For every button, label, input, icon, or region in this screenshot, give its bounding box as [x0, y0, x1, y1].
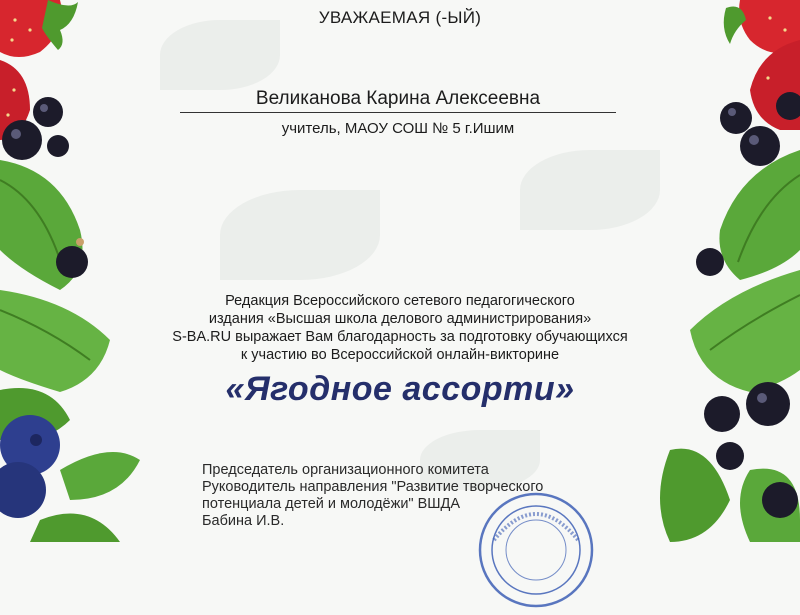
- background-leaf: [220, 190, 380, 280]
- organization-stamp: [476, 490, 596, 610]
- gratitude-text: [100, 292, 700, 364]
- signature-line: Председатель организационного комитета: [202, 462, 489, 478]
- event-title: «Ягодное ассорти»: [225, 370, 575, 408]
- background-leaf: [520, 150, 660, 230]
- right-berries-illustration: [650, 0, 800, 542]
- signatory-name: Бабина И.В.: [202, 513, 285, 529]
- recipient-name: Великанова Карина Алексеевна: [180, 88, 616, 113]
- greeting-heading: УВАЖАЕМАЯ (-ЫЙ): [318, 8, 482, 27]
- stamp-seal: [476, 490, 596, 610]
- background-leaf: [160, 20, 280, 90]
- left-berry-border: [0, 0, 150, 542]
- gratitude-line: S-BA.RU выражает Вам благодарность за подготовку обучающихся: [172, 329, 628, 345]
- signature-line: Руководитель направления "Развитие творческого: [202, 479, 544, 495]
- gratitude-line: к участию во Всероссийской онлайн-викторине: [240, 347, 560, 363]
- recipient-position: учитель, МАОУ СОШ № 5 г.Ишим: [281, 120, 515, 137]
- gratitude-line: издания «Высшая школа делового администрирования»: [208, 311, 592, 327]
- gratitude-line: Редакция Всероссийского сетевого педагогического: [225, 293, 575, 309]
- left-berries-illustration: [0, 0, 150, 542]
- right-berry-border: [650, 0, 800, 542]
- signature-line: потенциала детей и молодёжи" ВШДА: [202, 496, 461, 512]
